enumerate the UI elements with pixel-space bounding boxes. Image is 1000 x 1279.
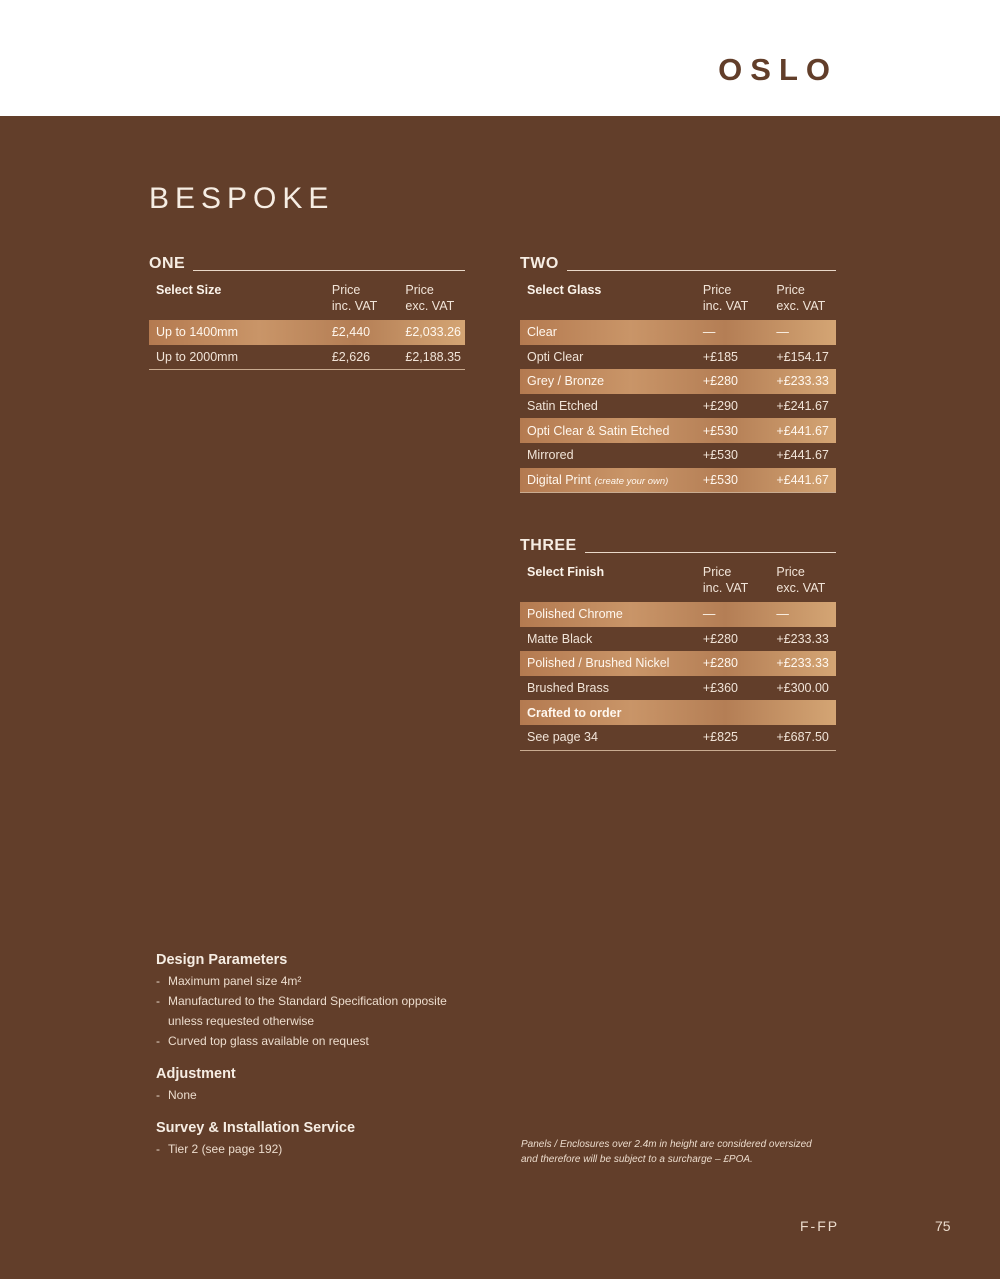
price-inc-header: Price inc. VAT [702,565,749,595]
list-item-text: Maximum panel size 4m² [168,974,302,988]
option-name [527,607,703,621]
price-inc-vat: +£360 [702,681,738,696]
price-inc-vat: +£280 [702,656,738,671]
price-inc-vat: +£530 [702,448,738,463]
table-bottom-rule [520,750,836,751]
price-inc-vat: +£825 [702,730,738,745]
table-label: ONE [149,255,186,272]
option-name-text: Up to 1400mm [156,325,238,340]
option-name-text: Clear [527,325,557,340]
table-row [520,627,836,652]
table-title [520,252,836,272]
table-title [520,534,836,554]
bullet-dash: - [156,974,160,988]
price-inc-vat: +£185 [702,349,738,364]
option-name [527,448,703,462]
price-inc-header: Price inc. VAT [702,283,749,313]
price-exc-vat: +£233.33 [776,374,829,389]
bullet-dash: - [156,1088,160,1102]
survey-installation [156,1120,476,1159]
option-name-text: Satin Etched [527,399,598,414]
price-exc-vat: +£233.33 [776,656,829,671]
option-name [527,325,703,339]
title-rule [193,270,465,271]
select-label: Select Size [156,283,222,297]
option-name [527,632,703,646]
table-row [520,468,836,493]
option-name [527,730,703,744]
table-bottom-rule [520,492,836,493]
select-label: Select Finish [527,565,605,579]
price-exc-vat: +£241.67 [776,399,829,414]
list-item [156,1085,476,1105]
list-item-text: Curved top glass available on request [168,1034,369,1048]
page-number: 75 [935,1218,951,1234]
column-headers [520,554,836,602]
table-three [520,534,836,751]
price-exc-header: Price exc. VAT [776,565,826,595]
option-note: (create your own) [594,475,669,487]
table-label: TWO [520,255,559,272]
bullet-dash: - [156,1142,160,1156]
option-name-text: Opti Clear & Satin Etched [527,423,670,438]
table-two [520,252,836,493]
title-rule [567,270,836,271]
list-item-text: Tier 2 (see page 192) [168,1142,283,1156]
list-item-text: Manufactured to the Standard Specification opposite unless requested otherwise [168,994,447,1028]
price-inc-vat: £2,440 [331,325,371,340]
option-name-text: Crafted to order [527,705,622,720]
option-name-text: Grey / Bronze [527,374,605,389]
price-exc-vat: +£154.17 [776,349,829,364]
table-row [520,651,836,676]
price-exc-vat: +£233.33 [776,631,829,646]
table-one [149,252,465,370]
price-inc-vat: +£280 [702,631,738,646]
price-exc-vat: +£441.67 [776,472,829,487]
price-inc-vat: — [702,607,716,622]
list-item-text: None [168,1088,197,1102]
info-section [156,952,476,1174]
column-headers [149,272,465,320]
table-row [520,320,836,345]
table-row [520,602,836,627]
option-name [527,374,703,388]
table-row [149,320,465,345]
table-row [520,394,836,419]
price-exc-header: Price exc. VAT [776,283,826,313]
select-label: Select Glass [527,283,602,297]
price-inc-vat: — [702,325,716,340]
option-name [527,350,703,364]
footer-code: F-FP [800,1218,840,1234]
adjustment [156,1066,476,1105]
option-name-text: Opti Clear [527,349,584,364]
price-exc-vat: — [776,325,789,340]
list-item [156,1031,476,1051]
option-name [527,424,703,438]
price-inc-header: Price inc. VAT [331,283,378,313]
price-exc-vat: +£300.00 [776,681,829,696]
table-row [520,369,836,394]
table-bottom-rule [149,369,465,370]
price-inc-vat: £2,626 [331,349,371,364]
survey-title: Survey & Installation Service [156,1120,356,1136]
option-name [527,473,703,487]
price-inc-vat: +£530 [702,423,738,438]
price-inc-vat: +£530 [702,472,738,487]
list-item [156,1139,476,1159]
design-parameters [156,952,476,1051]
page-title: BESPOKE [149,182,335,215]
brand-title: OSLO [718,52,838,87]
option-name [527,399,703,413]
price-exc-vat: +£441.67 [776,448,829,463]
option-name-text: Polished Chrome [527,607,623,622]
list-item [156,991,476,1031]
table-row [520,345,836,370]
title-rule [585,552,836,553]
option-name [527,706,703,720]
table-row [520,700,836,725]
option-name-text: Up to 2000mm [156,349,238,364]
column-headers [520,272,836,320]
option-name [156,325,332,339]
design-parameters-title: Design Parameters [156,952,288,968]
price-exc-vat: £2,033.26 [405,325,461,340]
table-row [520,418,836,443]
list-item [156,971,476,991]
table-title [149,252,465,272]
price-exc-vat: £2,188.35 [405,349,461,364]
price-exc-vat: — [776,607,789,622]
adjustment-list [156,1085,476,1105]
adjustment-title: Adjustment [156,1066,236,1082]
table-row [520,725,836,750]
oversize-note: Panels / Enclosures over 2.4m in height are considered oversized and therefore will be subject to a surcharge – £POA. [521,1139,812,1165]
option-name [527,681,703,695]
option-name-text: Digital Print [527,472,591,487]
survey-list [156,1139,476,1159]
page-header [0,0,1000,116]
table-label: THREE [520,537,577,554]
table-row [149,345,465,370]
price-exc-vat: +£441.67 [776,423,829,438]
content-panel [0,116,1000,1279]
option-name-text: Brushed Brass [527,681,609,696]
price-inc-vat: +£280 [702,374,738,389]
design-parameters-list [156,971,476,1051]
option-name [527,656,703,670]
option-name-text: Mirrored [527,448,574,463]
table-row [520,676,836,701]
price-exc-vat: +£687.50 [776,730,829,745]
bullet-dash: - [156,994,160,1008]
table-row [520,443,836,468]
price-inc-vat: +£290 [702,399,738,414]
bullet-dash: - [156,1034,160,1048]
option-name-text: Polished / Brushed Nickel [527,656,670,671]
option-name [156,350,332,364]
price-exc-header: Price exc. VAT [405,283,455,313]
option-name-text: Matte Black [527,631,593,646]
option-name-text: See page 34 [527,730,598,745]
